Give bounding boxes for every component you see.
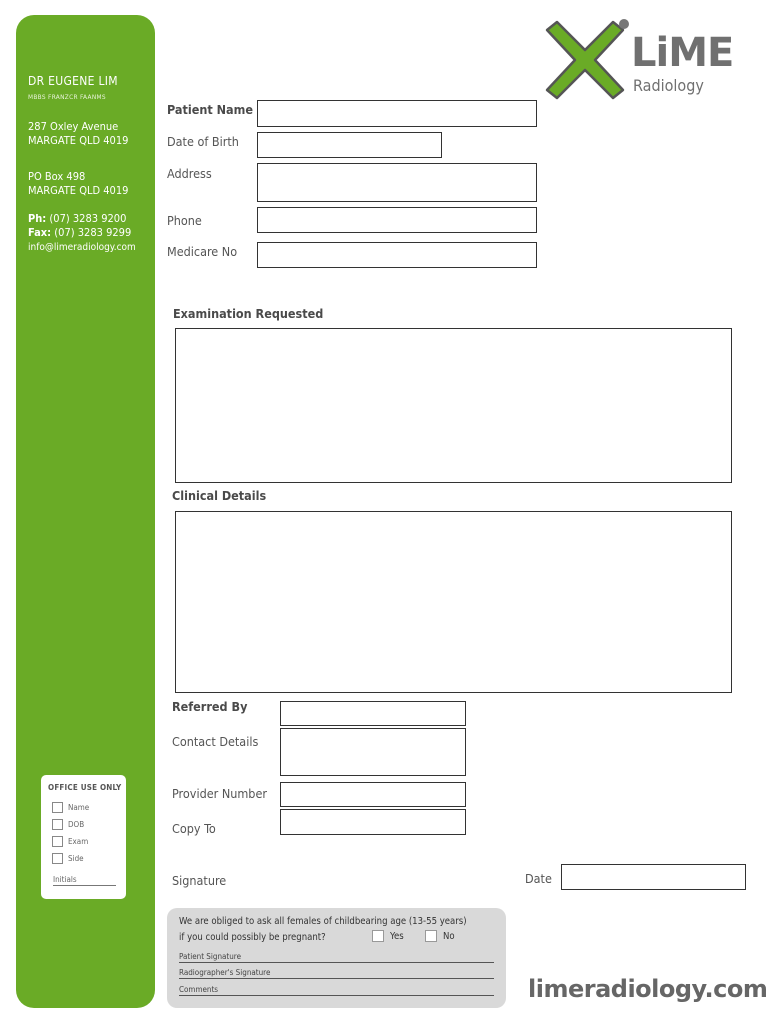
po-box-address: [28, 170, 128, 198]
examination-field[interactable]: [175, 328, 732, 483]
copy-to-field[interactable]: [280, 809, 466, 835]
dob-field[interactable]: [257, 132, 442, 158]
patient-name-field[interactable]: [257, 100, 537, 127]
office-check-label: Name: [68, 803, 90, 812]
initials-field[interactable]: Initials: [53, 875, 116, 886]
office-check-name[interactable]: [52, 802, 89, 813]
phone-number: (07) 3283 9200: [49, 212, 127, 225]
date-field[interactable]: [561, 864, 746, 890]
radiographer-signature-line[interactable]: Radiographer's Signature: [179, 968, 494, 979]
referred-by-field[interactable]: [280, 701, 466, 726]
website-url[interactable]: limeradiology.com: [528, 975, 768, 1003]
office-check-side[interactable]: [52, 853, 84, 864]
comments-line[interactable]: Comments: [179, 985, 494, 996]
pregnancy-yes-option[interactable]: [372, 930, 404, 942]
clinical-field[interactable]: [175, 511, 732, 693]
phone-field[interactable]: [257, 207, 537, 233]
street-address-line: 287 Oxley Avenue: [28, 120, 119, 133]
checkbox[interactable]: [425, 930, 437, 942]
date-label: Date: [525, 871, 552, 886]
referred-by-label: Referred By: [172, 699, 248, 714]
pregnancy-no-option[interactable]: [425, 930, 455, 942]
patient-signature-line[interactable]: Patient Signature: [179, 952, 494, 963]
dob-label: Date of Birth: [167, 134, 239, 149]
phone-label: Phone: [167, 213, 202, 228]
checkbox[interactable]: [52, 802, 63, 813]
checkbox[interactable]: [52, 836, 63, 847]
contact-details-field[interactable]: [280, 728, 466, 776]
address-field[interactable]: [257, 163, 537, 202]
po-box-line: MARGATE QLD 4019: [28, 184, 129, 197]
address-label: Address: [167, 166, 212, 181]
provider-number-label: Provider Number: [172, 786, 267, 801]
pregnancy-question-line: We are obliged to ask all females of childbearing age (13-55 years): [179, 916, 467, 927]
office-check-label: DOB: [68, 820, 85, 829]
fax-label: Fax:: [28, 226, 52, 239]
email-address[interactable]: info@limeradiology.com: [28, 242, 136, 253]
fax-number: (07) 3283 9299: [54, 226, 132, 239]
provider-number-field[interactable]: [280, 782, 466, 807]
phone-line: [28, 212, 131, 226]
pregnancy-question: [179, 914, 467, 946]
doctor-name: DR EUGENE LIM: [28, 74, 118, 88]
office-check-dob[interactable]: [52, 819, 84, 830]
pregnancy-yes-label: Yes: [390, 930, 404, 942]
street-address: [28, 120, 128, 148]
fax-line: [28, 226, 131, 240]
office-check-exam[interactable]: [52, 836, 88, 847]
doctor-credentials: MBBS FRANZCR FAANMS: [28, 93, 106, 101]
pregnancy-no-label: No: [443, 930, 455, 942]
logo-subtitle: Radiology: [633, 76, 704, 95]
checkbox[interactable]: [52, 853, 63, 864]
clinical-label: Clinical Details: [172, 488, 267, 503]
checkbox[interactable]: [372, 930, 384, 942]
logo-brand: LiME: [631, 30, 734, 76]
patient-name-label: Patient Name: [167, 102, 253, 117]
po-box-line: PO Box 498: [28, 170, 86, 183]
street-address-line: MARGATE QLD 4019: [28, 134, 129, 147]
examination-label: Examination Requested: [173, 306, 324, 321]
pregnancy-question-line: if you could possibly be pregnant?: [179, 932, 326, 943]
copy-to-label: Copy To: [172, 821, 216, 836]
checkbox[interactable]: [52, 819, 63, 830]
contact-details-label: Contact Details: [172, 734, 259, 749]
signature-label: Signature: [172, 873, 227, 888]
medicare-field[interactable]: [257, 242, 537, 268]
contact-numbers: [28, 212, 131, 240]
office-check-label: Exam: [68, 837, 89, 846]
medicare-label: Medicare No: [167, 244, 238, 259]
office-use-title: OFFICE USE ONLY: [48, 783, 122, 792]
phone-label: Ph:: [28, 212, 47, 225]
office-check-label: Side: [68, 854, 84, 863]
